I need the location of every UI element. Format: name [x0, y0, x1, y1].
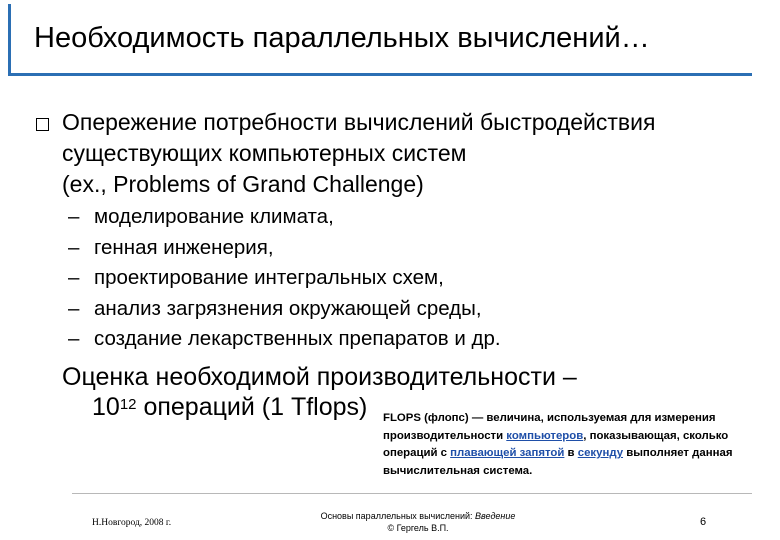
- footer-course-title: [278, 510, 558, 534]
- estimate-line-1: Оценка необходимой производительности –: [62, 363, 577, 391]
- estimate-line-2: [92, 392, 367, 422]
- link-second[interactable]: секунду: [577, 447, 624, 459]
- title-accent-bar-vertical: [8, 4, 11, 76]
- tooltip-text: в: [564, 447, 578, 459]
- list-item: [68, 294, 501, 325]
- list-item-text: проектирование интегральных схем,: [94, 266, 444, 289]
- footer-course-italic: Введение: [475, 511, 516, 521]
- footer-course-plain: Основы параллельных вычислений:: [320, 511, 476, 521]
- list-item-text: анализ загрязнения окружающей среды,: [94, 296, 482, 320]
- flops-definition-tooltip: [383, 410, 775, 480]
- checkbox-square-icon: [36, 118, 49, 131]
- footer-location-date: Н.Новгород, 2008 г.: [92, 518, 172, 528]
- slide-title: Необходимость параллельных вычислений…: [34, 22, 650, 54]
- list-item: [68, 263, 501, 294]
- main-bullet-line: существующих компьютерных систем: [62, 140, 467, 166]
- estimate-rest: операций (1 Tflops): [136, 393, 368, 421]
- tooltip-text: , показывающая, сколько операций с: [383, 429, 729, 459]
- page-number: 6: [700, 516, 707, 528]
- list-item-text: создание лекарственных препаратов и др.: [94, 327, 501, 350]
- tooltip-text: FLOPS (флопс) — величина, используемая для измерения производительности: [383, 412, 716, 442]
- link-computers[interactable]: компьютеров: [506, 429, 584, 442]
- footer-author: © Гергель В.П.: [387, 523, 449, 533]
- footer-divider: [72, 493, 752, 494]
- dash-icon: –: [68, 327, 80, 350]
- main-bullet-line: Опережение потребности вычислений быстродействия: [62, 109, 656, 135]
- dash-icon: –: [68, 296, 80, 320]
- link-floating-point[interactable]: плавающей запятой: [450, 447, 565, 459]
- dash-icon: –: [68, 205, 80, 228]
- dash-icon: –: [68, 235, 80, 259]
- tooltip-text: выполняет данная вычислительная система.: [383, 447, 733, 477]
- sub-bullet-list: [68, 202, 501, 355]
- title-accent-bar-horizontal: [8, 73, 752, 76]
- estimate-exponent: 12: [119, 396, 137, 413]
- dash-icon: –: [68, 266, 80, 289]
- footer-course-line: [278, 510, 558, 522]
- list-item-text: моделирование климата,: [94, 205, 334, 228]
- estimate-base: 10: [92, 393, 120, 421]
- main-bullet-line: (ex., Problems of Grand Challenge): [62, 171, 424, 197]
- list-item: [68, 233, 501, 264]
- main-bullet-text: [62, 107, 655, 200]
- list-item: [68, 324, 501, 355]
- list-item: [68, 202, 501, 233]
- list-item-text: генная инженерия,: [94, 235, 274, 259]
